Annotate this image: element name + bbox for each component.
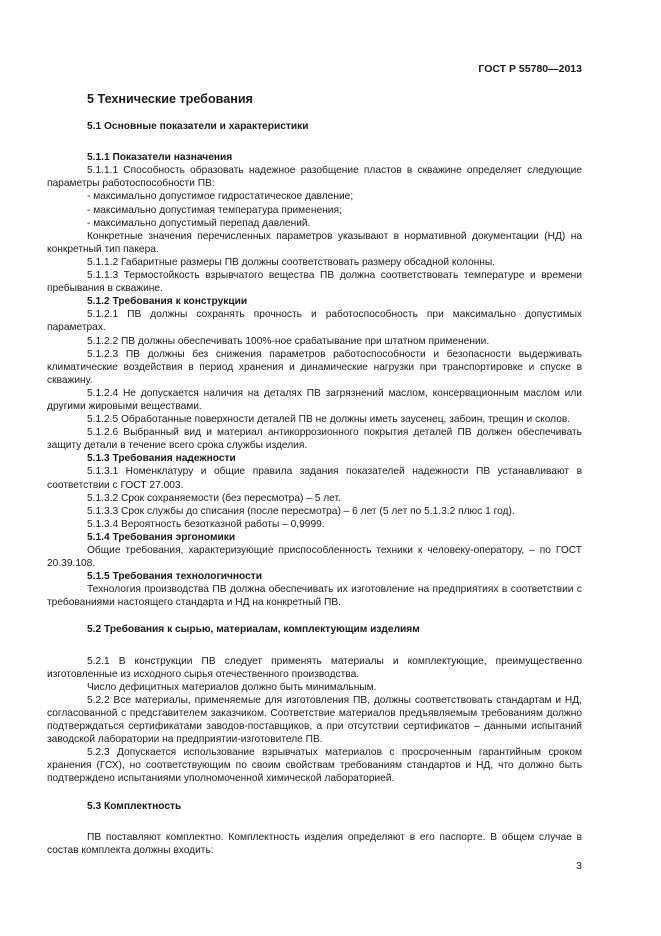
- paragraph-5-1-3-1: 5.1.3.1 Номенклатуру и общие правила задания показателей надежности ПВ устанавливают в соответствии с ГОСТ 27.003.: [47, 466, 582, 491]
- paragraph-specific-values: Конкретные значения перечисленных параметров указывают в нормативной документации (НД) на конкретный тип пакера.: [47, 230, 582, 255]
- paragraph-5-1-2-2: 5.1.2.2 ПВ должны обеспечивать 100%-ное срабатывание при штатном применении.: [87, 335, 490, 347]
- subsection-5-1-5-title: 5.1.5 Требования технологичности: [87, 571, 263, 583]
- paragraph-5-2-2: 5.2.2 Все материалы, применяемые для изготовления ПВ, должны соответствовать стандартам и НД, согласованной с представителем заказчиком. Соответствие материалов предъявляемым требованиям должно подтверждаться сертификатами заводов-поставщиков, а при отсутствии сертификатов – данными испытаний заводской лаборатории на предприятии-изготовителе ПВ.: [47, 694, 582, 746]
- document-body: [47, 90, 582, 857]
- paragraph-5-1-5: Технология производства ПВ должна обеспечивать их изготовление на предприятиях в соответствии с требованиями настоящего стандарта и НД на конкретный ПВ.: [47, 584, 582, 609]
- paragraph-5-2-3: 5.2.3 Допускается использование взрывчатых материалов с просроченным гарантийным сроком хранения (ГСХ), но соответствующим по своим свойствам требованиям стандартов и НД, что должно быть подтверждено испытаниями уполномоченной химической лабораторией.: [47, 747, 582, 785]
- list-item: - максимально допустимое гидростатическое давление;: [87, 191, 354, 203]
- subsection-5-1-4-title: 5.1.4 Требования эргономики: [87, 531, 236, 543]
- paragraph-5-1-1-2: 5.1.1.2 Габаритные размеры ПВ должны соответствовать размеру обсадной колонны.: [87, 256, 496, 268]
- page-number: 3: [576, 860, 582, 872]
- paragraph-5-3: ПВ поставляют комплектно. Комплектность изделия определяют в его паспорте. В общем случае в состав комплекта должны входить:: [47, 831, 582, 856]
- paragraph-5-1-2-5: 5.1.2.5 Обработанные поверхности деталей ПВ не должны иметь заусенец, забоин, трещин и сколов.: [87, 414, 571, 426]
- paragraph-5-1-2-4: 5.1.2.4 Не допускается наличия на деталях ПВ загрязнений маслом, консервационным маслом или другими жировыми веществами.: [47, 387, 582, 412]
- subsection-5-3-title: 5.3 Комплектность: [87, 800, 182, 812]
- document-header-standard: ГОСТ Р 55780—2013: [478, 63, 582, 75]
- paragraph-5-1-3-2: 5.1.3.2 Срок сохраняемости (без пересмотра) – 5 лет.: [87, 492, 341, 504]
- subsection-5-2-title: 5.2 Требования к сырью, материалам, комплектующим изделиям: [87, 624, 420, 636]
- paragraph-5-1-2-1: 5.1.2.1 ПВ должны сохранять прочность и работоспособность при максимально допустимых параметрах.: [47, 309, 582, 334]
- paragraph-5-1-1-3: 5.1.1.3 Термостойкость взрывчатого вещества ПВ должна соответствовать температуре и времени пребывания в скважине.: [47, 270, 582, 295]
- subsection-5-1-title: 5.1 Основные показатели и характеристики: [87, 121, 309, 133]
- list-item: - максимально допустимая температура применения;: [87, 204, 342, 216]
- paragraph-5-1-2-3: 5.1.2.3 ПВ должны без снижения параметров работоспособности и безопасности выдерживать климатические воздействия в период хранения и динамические нагрузки при транспортировке и спуске в скважину.: [47, 348, 582, 386]
- subsection-5-1-2-title: 5.1.2 Требования к конструкции: [87, 296, 248, 308]
- paragraph-5-1-4: Общие требования, характеризующие приспособленность техники к человеку-оператору, – по ГОСТ 20.39.108.: [47, 545, 582, 570]
- paragraph-5-1-3-4: 5.1.3.4 Вероятность безотказной работы – 0,9999.: [87, 518, 325, 530]
- paragraph-5-1-3-3: 5.1.3.3 Срок службы до списания (после пересмотра) – 6 лет (5 лет по 5.1.3.2 плюс 1 год).: [87, 505, 515, 517]
- list-item: - максимально допустимый перепад давлений.: [87, 217, 311, 229]
- paragraph-5-2-1: 5.2.1 В конструкции ПВ следует применять материалы и комплектующие, преимущественно изготовленные из исходного сырья отечественного производства.: [47, 655, 582, 680]
- spacer: [47, 609, 582, 623]
- spacer: [47, 786, 582, 800]
- subsection-5-1-1-title: 5.1.1 Показатели назначения: [87, 152, 233, 164]
- paragraph-deficit: Число дефицитных материалов должно быть минимальным.: [87, 681, 377, 693]
- paragraph-5-1-1-1: 5.1.1.1 Способность образовать надежное разобщение пластов в скважине определяет следующие параметры работоспособности ПВ:: [47, 165, 582, 190]
- subsection-5-1-3-title: 5.1.3 Требования надежности: [87, 453, 236, 465]
- section-title: 5 Технические требования: [87, 92, 253, 106]
- paragraph-5-1-2-6: 5.1.2.6 Выбранный вид и материал антикоррозионного покрытия деталей ПВ должен обеспечивать защиту детали в течение всего срока службы изделия.: [47, 427, 582, 452]
